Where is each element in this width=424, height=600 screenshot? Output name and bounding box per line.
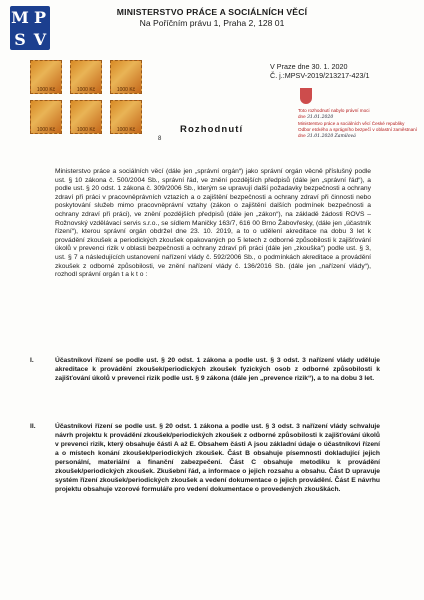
annotation-label: dne bbox=[298, 133, 306, 138]
annotation-label: dne bbox=[298, 114, 306, 119]
revenue-stamp: 1000 Kč bbox=[30, 60, 62, 94]
annotation-line: Toto rozhodnutí nabylo právní moci bbox=[298, 108, 370, 113]
annotation-line: Odbor etckého a sprágního bezpečí v oblastní zaměstnaní bbox=[298, 127, 418, 132]
annotation-date-row bbox=[298, 114, 418, 121]
validity-annotation bbox=[298, 108, 418, 140]
logo-letter-p: P bbox=[33, 7, 47, 27]
logo-letter-v: V bbox=[33, 29, 47, 49]
date-reference bbox=[270, 62, 370, 80]
annotation-line: Ministerstvo práce a sociálních věcí České republiky bbox=[298, 121, 405, 126]
logo-letter-m: M bbox=[11, 7, 29, 27]
annotation-date: 31.01.2020 bbox=[306, 115, 334, 120]
point-text: Účastníkovi řízení se podle ust. § 20 odst. 1 zákona a podle ust. § 3 odst. 3 nařízení vlády schvaluje návrh projektu k provádění zkoušek/periodických zkoušek z odborné způsobilosti k zajišťování úkolů v prevenci rizik, který obsahuje části A až E. Obsahem části A jsou základní údaje o účastníkovi řízení a o místech konání zkoušek/periodických zkoušek. Část B obsahuje písemnosti dokladující jejich personální, materiální a finanční zabezpečení. Část C obsahuje metodiku k provádění zkoušek/periodických zkoušek. Zkušební řád, a informace o jejich rozsahu a obsahu. Část D upravuje systém řízení zkoušek/periodických zkoušek a vedení dokumentace o jejich provádění. Část E návrhu projektu obsahuje vzorové formuláře pro vedení dokumentace o provedených zkouškách. bbox=[55, 423, 380, 493]
revenue-stamp: 1000 Kč bbox=[110, 100, 142, 134]
revenue-stamps bbox=[30, 60, 200, 140]
crest-icon bbox=[300, 88, 312, 104]
annotation-date-row bbox=[298, 133, 418, 140]
point-text: Účastníkovi řízení se podle ust. § 20 odst. 1 zákona a podle ust. § 3 odst. 3 nařízení vlády uděluje akreditace k provádění zkoušek/periodických zkoušek fyzických osob z odborné způsobilosti k zajišťování úkolů v prevenci rizik podle ust. § 9 zákona (dále jen „prevence rizik“), a to na dobu 3 let. bbox=[55, 357, 380, 382]
logo-letter-s: S bbox=[14, 29, 26, 49]
point-number: I. bbox=[30, 357, 34, 364]
revenue-stamp: 1000 Kč bbox=[70, 60, 102, 94]
stamp-number: 8 bbox=[158, 136, 162, 142]
document-title: Rozhodnutí bbox=[180, 124, 244, 135]
decision-point bbox=[30, 422, 380, 494]
ministry-name: MINISTERSTVO PRÁCE A SOCIÁLNÍCH VĚCÍ bbox=[116, 7, 308, 17]
date-line: V Praze dne 30. 1. 2020 bbox=[270, 62, 348, 71]
decision-point bbox=[30, 356, 380, 383]
intro-paragraph: Ministerstvo práce a sociálních věcí (dále jen „správní orgán“) jako správní orgán věcně příslušný podle ust. § 10 zákona č. 500/2004 Sb., správní řád, ve znění pozdějších předpisů (dále jen „správní řád“), a podle ust. § 20 odst. 1 zákona č. 309/2006 Sb., kterým se upravují další požadavky bezpečnosti a ochrany zdraví při práci v pracovněprávních vztazích a o zajištění bezpečnosti a ochrany zdraví při činnosti nebo poskytování služeb mimo pracovněprávní vztahy (zákon o zajištění dalších podmínek bezpečnosti a ochrany zdraví při práci), ve znění pozdějších předpisů (dále jen „zákon“), na základě žádosti ROVS – Rožnovský vzdělávací servis s.r.o., se sídlem Maničky 163/7, 616 00 Brno Žabovřesky, (dále jen „účastník řízení“), kterou správní orgán obdržel dne 23. 10. 2019, a to o udělení akreditace na dobu 3 let k provádění zkoušek a periodických zkoušek opakovaných po 5 letech z odborné způsobilosti k zajišťování úkolů v prevenci rizik v oblasti bezpečnosti a ochrany zdraví při práci (dále jen „zkouška“) podle ust. § 3, ust. § 7 a následujících ustanovení nařízení vlády č. 592/2006 Sb., o podmínkách akreditace a provádění zkoušek z odborné způsobilosti, ve znění nařízení vlády č. 136/2016 Sb. (dále jen „nařízení vlády“), rozhodl správní orgán t a k t o : bbox=[55, 168, 371, 279]
annotation-date: 31.01.2020 bbox=[306, 134, 334, 139]
letterhead bbox=[0, 7, 424, 29]
signature: Zamilová bbox=[334, 134, 356, 139]
revenue-stamp: 1000 Kč bbox=[30, 100, 62, 134]
reference-number: Č. j.:MPSV-2019/213217-423/1 bbox=[270, 71, 370, 80]
revenue-stamp: 1000 Kč bbox=[70, 100, 102, 134]
ministry-address: Na Poříčním právu 1, Praha 2, 128 01 bbox=[139, 18, 285, 28]
revenue-stamp: 1000 Kč bbox=[110, 60, 142, 94]
point-number: II. bbox=[30, 423, 36, 430]
